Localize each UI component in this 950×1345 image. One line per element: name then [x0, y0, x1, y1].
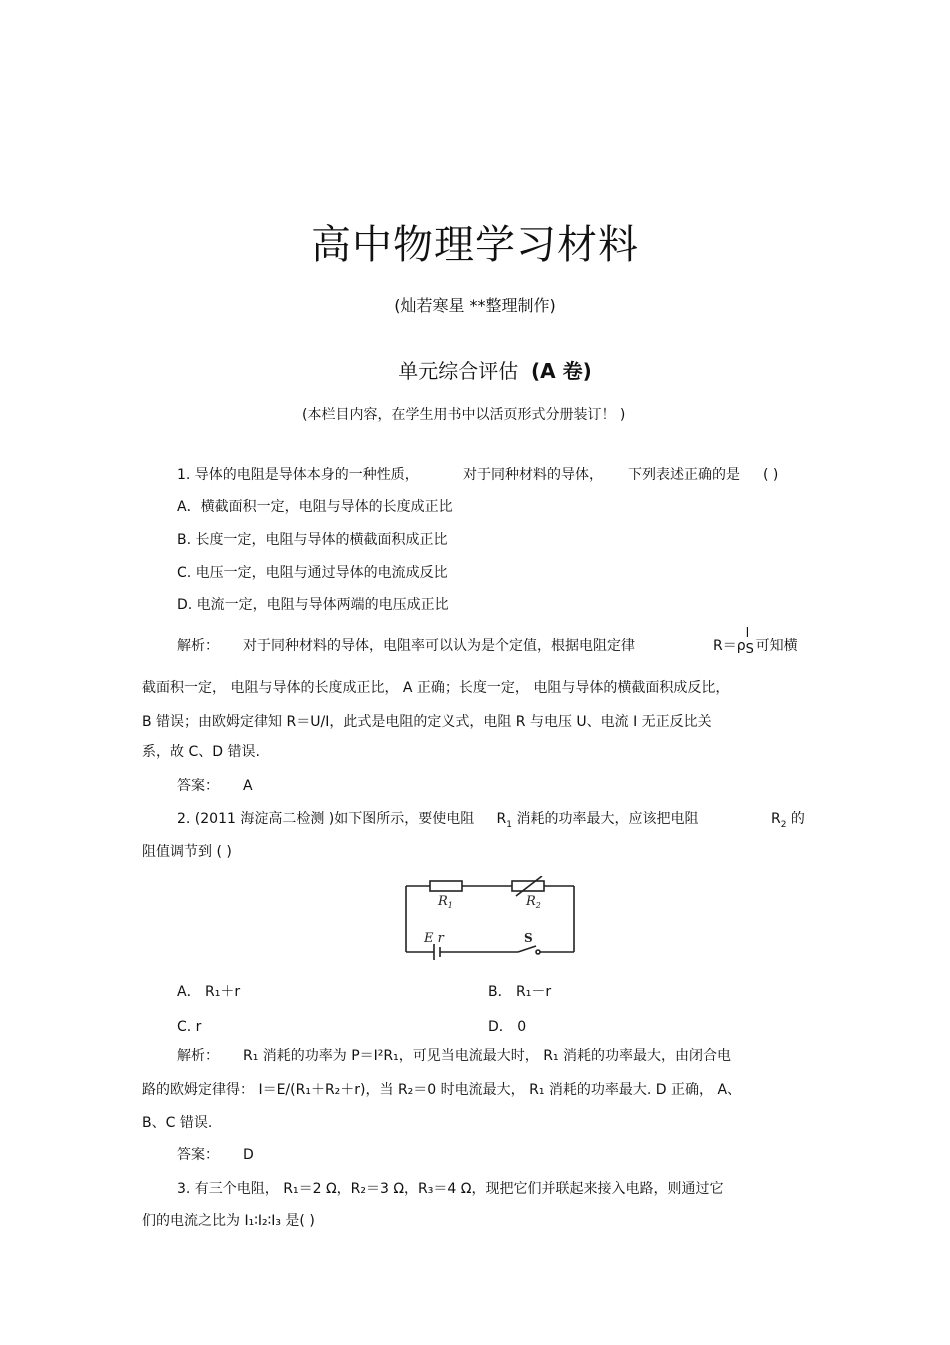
q2-stem-line2: 阻值调节到 ( ) [142, 844, 232, 860]
q1-answer: A [243, 778, 253, 794]
switch-contact [536, 950, 540, 954]
binding-note: (本栏目内容，在学生用书中以活页形式分册装订！ ) [302, 407, 626, 423]
q2-analysis-line1: R₁ 消耗的功率为 P＝I²R₁，可见当电流最大时， R₁ 消耗的功率最大，由闭合电 [243, 1048, 732, 1064]
label-r1: $R_1$ [438, 894, 453, 910]
switch-blade [518, 946, 536, 952]
q1-stem-b: 对于同种材料的导体， [463, 467, 603, 483]
q2-option-d: D． 0 [488, 1019, 527, 1035]
q1-analysis-line4: 系，故 C、D 错误. [142, 744, 260, 760]
q2-stem-part1: 2. (2011 海淀高二检测 )如下图所示，要使电阻 [177, 811, 475, 827]
q1-analysis-line1: 对于同种材料的导体，电阻率可以认为是个定值，根据电阻定律 [243, 638, 635, 654]
label-r2: $R_2$ [526, 894, 541, 910]
q2-analysis-label: 解析： [177, 1048, 219, 1064]
rheostat-arrow [516, 876, 542, 896]
q1-formula [713, 626, 798, 657]
q2-stem-part3: 的 [790, 811, 805, 827]
page-subtitle: (灿若寒星 **整理制作) [394, 296, 556, 315]
q1-answer-label: 答案： [177, 778, 219, 794]
formula-numerator: l [745, 626, 750, 641]
q2-stem-part2: 消耗的功率最大，应该把电阻 [516, 811, 699, 827]
formula-fraction [745, 626, 756, 657]
q3-stem-line1: 3. 有三个电阻， R₁＝2 Ω，R₂＝3 Ω，R₃＝4 Ω，现把它们并联起来接入电路，则通过它 [177, 1181, 724, 1197]
page-title: 高中物理学习材料 [311, 222, 639, 268]
q1-stem-c: 下列表述正确的是 [628, 467, 740, 483]
q2-answer-label: 答案： [177, 1147, 219, 1163]
q2-answer: D [243, 1147, 254, 1163]
q1-option-c: C. 电压一定，电阻与通过导体的电流成反比 [177, 565, 448, 581]
resistor-r1 [430, 881, 462, 891]
q1-stem-a: 1. 导体的电阻是导体本身的一种性质， [177, 467, 419, 483]
q2-option-b: B． R₁－r [488, 984, 552, 1000]
q3-stem-line2: 们的电流之比为 I₁∶I₂∶I₃ 是( ) [142, 1213, 315, 1229]
circuit-diagram [400, 876, 580, 960]
formula-lhs: R＝ρ [713, 638, 746, 654]
q1-analysis-line3: B 错误；由欧姆定律知 R＝U/I，此式是电阻的定义式，电阻 R 与电压 U、电流 I 无正反比关 [142, 714, 712, 730]
q1-option-d: D. 电流一定，电阻与导体两端的电压成正比 [177, 597, 449, 613]
q2-stem-line1 [177, 810, 698, 828]
q1-option-b: B. 长度一定，电阻与导体的横截面积成正比 [177, 532, 448, 548]
unit-volume: (A 卷) [530, 359, 592, 383]
label-er: E r [424, 931, 444, 946]
q2-analysis-line3: B、C 错误. [142, 1115, 213, 1131]
q2-r2-symbol: $R_2$ 的 [771, 811, 805, 830]
formula-denominator: S [745, 642, 754, 657]
unit-heading [0, 355, 950, 384]
q2-r1-symbol: $R_1$ [496, 811, 512, 830]
q1-paren: ( ) [763, 467, 779, 483]
q1-analysis-label: 解析： [177, 638, 219, 654]
formula-tail: 可知横 [755, 638, 798, 654]
q2-option-c: C. r [177, 1019, 202, 1035]
q2-option-a: A． R₁＋r [177, 984, 241, 1000]
q1-analysis-line2: 截面积一定， 电阻与导体的长度成正比， A 正确；长度一定， 电阻与导体的横截面积成反比， [142, 680, 730, 696]
label-s: S [524, 931, 533, 945]
unit-title: 单元综合评估 [398, 359, 519, 383]
q2-analysis-line2: 路的欧姆定律得： I＝E/(R₁＋R₂＋r)，当 R₂＝0 时电流最大， R₁ 消耗的功率最大. D 正确， A、 [142, 1082, 742, 1098]
q1-option-a: A．横截面积一定，电阻与导体的长度成正比 [177, 499, 453, 515]
